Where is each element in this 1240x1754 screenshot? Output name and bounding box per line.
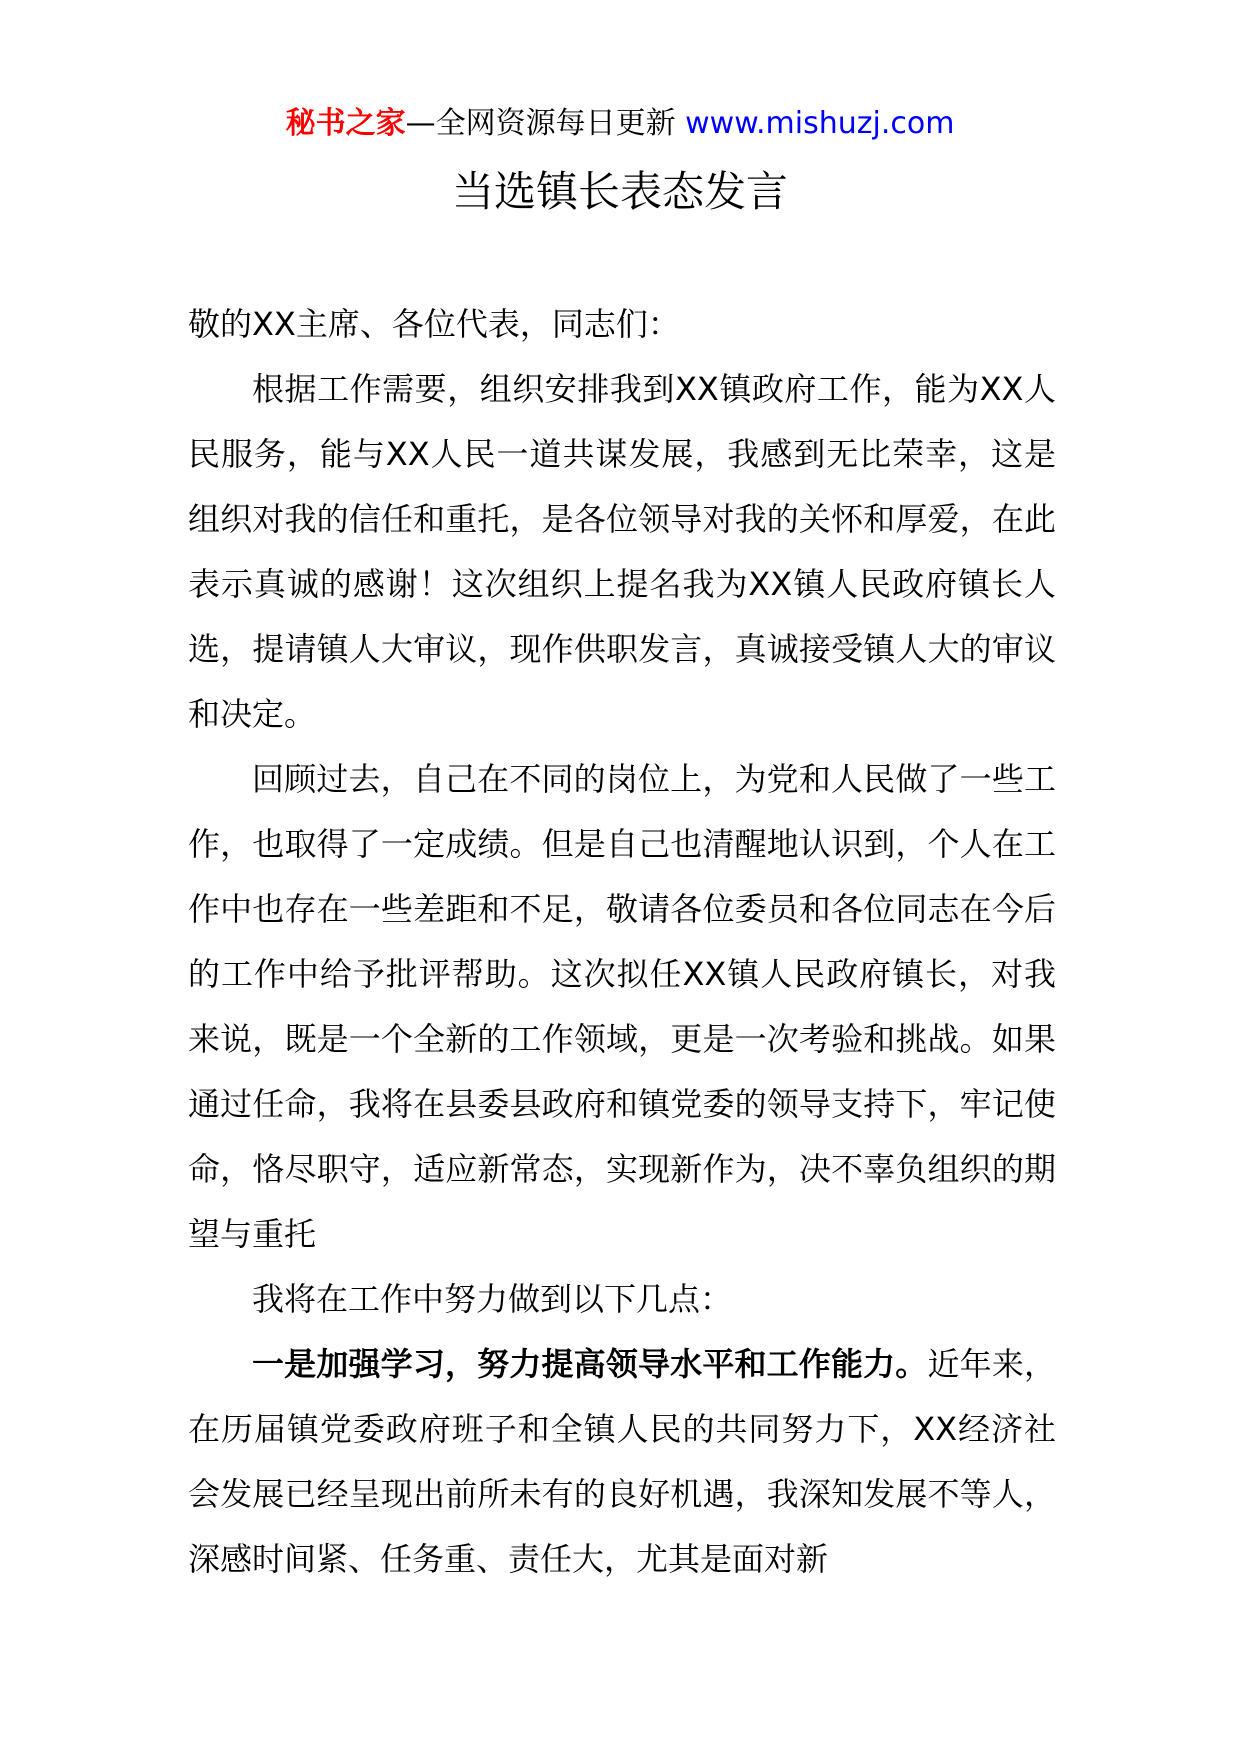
point-one-text: 近年来，在历届镇党委政府班子和全镇人民的共同努力下，XX经济社会发展已经呈现出前所未有的良好机遇，我深知发展不等人，深感时间紧、任务重、责任大，尤其是面对新 [188,1345,1056,1578]
salutation: 敬的XX主席、各位代表，同志们： [188,305,680,343]
paragraph-commitments-intro: 我将在工作中努力做到以下几点： [252,1280,733,1318]
document-title: 当选镇长表态发言 [451,167,788,216]
site-url-link[interactable]: www.mishuzj.com [685,106,955,141]
paragraph-review: 回顾过去，自己在不同的岗位上，为党和人民做了一些工作，也取得了一定成绩。但是自己也清醒地认识到，个人在工作中也存在一些差距和不足，敬请各位委员和各位同志在今后的工作中给予批评帮助。这次拟任XX镇人民政府镇长，对我来说，既是一个全新的工作领域，更是一次考验和挑战。如果通过任命，我将在县委县政府和镇党委的领导支持下，牢记使命，恪尽职守，适应新常态，实现新作为，决不辜负组织的期望与重托 [188,760,1056,1253]
paragraph-point-one [188,1332,1056,1592]
point-one-heading: 一是加强学习，努力提高领导水平和工作能力。 [252,1345,928,1383]
site-brand: 秘书之家 [285,106,406,141]
site-tagline: —全网资源每日更新 [405,106,676,141]
paragraph-appointment: 根据工作需要，组织安排我到XX镇政府工作，能为XX人民服务，能与XX人民一道共谋发展，我感到无比荣幸，这是组织对我的信任和重托，是各位领导对我的关怀和厚爱，在此表示真诚的感谢！这次组织上提名我为XX镇人民政府镇长人选，提请镇人大审议，现作供职发言，真诚接受镇人大的审议和决定。 [188,370,1056,733]
document-body [188,292,1056,1592]
site-header [0,98,1240,150]
